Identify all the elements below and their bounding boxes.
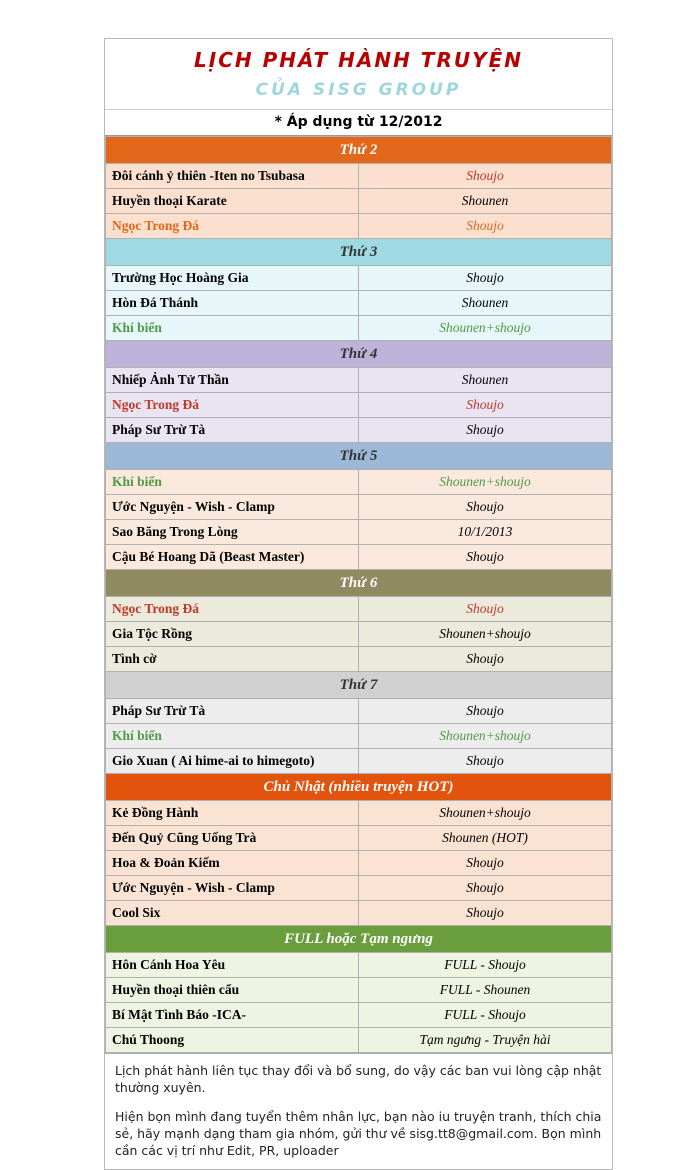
day-header-row [106, 570, 612, 597]
series-genre-cell: Shoujo [359, 647, 612, 672]
series-genre-cell: Shounen+shoujo [359, 316, 612, 341]
day-header-row [106, 926, 612, 953]
series-title-cell: Ngọc Trong Đá [106, 393, 359, 418]
series-genre-cell: Shoujo [359, 393, 612, 418]
series-title-cell: Bí Mật Tình Báo -ICA- [106, 1003, 359, 1028]
table-row [106, 851, 612, 876]
table-row [106, 164, 612, 189]
series-title-cell: Ước Nguyện - Wish - Clamp [106, 495, 359, 520]
series-genre-cell: Tạm ngưng - Truyện hài [359, 1028, 612, 1053]
day-header-label: FULL hoặc Tạm ngưng [106, 926, 612, 953]
series-genre-cell: Shoujo [359, 876, 612, 901]
table-row [106, 495, 612, 520]
series-genre-cell: Shoujo [359, 418, 612, 443]
table-row [106, 470, 612, 495]
series-title-cell: Cậu Bé Hoang Dã (Beast Master) [106, 545, 359, 570]
series-title-cell: Hôn Cánh Hoa Yêu [106, 953, 359, 978]
day-header-label: Thứ 7 [106, 672, 612, 699]
table-row [106, 520, 612, 545]
series-genre-cell: Shounen+shoujo [359, 724, 612, 749]
series-genre-cell: Shoujo [359, 749, 612, 774]
day-header-label: Chủ Nhật (nhiều truyện HOT) [106, 774, 612, 801]
table-row [106, 266, 612, 291]
day-header-label: Thứ 2 [106, 137, 612, 164]
series-genre-cell: FULL - Shounen [359, 978, 612, 1003]
series-genre-cell: Shounen+shoujo [359, 622, 612, 647]
table-row [106, 418, 612, 443]
series-genre-cell: FULL - Shoujo [359, 953, 612, 978]
series-genre-cell: Shounen [359, 189, 612, 214]
day-header-label: Thứ 6 [106, 570, 612, 597]
page-subtitle-group: CỦA SISG GROUP [255, 80, 462, 100]
series-genre-cell: Shoujo [359, 901, 612, 926]
table-row [106, 953, 612, 978]
series-genre-cell: 10/1/2013 [359, 520, 612, 545]
series-title-cell: Tình cờ [106, 647, 359, 672]
series-title-cell: Gio Xuan ( Ai hime-ai to himegoto) [106, 749, 359, 774]
effective-date-note: * Áp dụng từ 12/2012 [105, 110, 612, 136]
day-header-label: Thứ 5 [106, 443, 612, 470]
table-row [106, 545, 612, 570]
series-genre-cell: Shounen (HOT) [359, 826, 612, 851]
series-title-cell: Hoa & Đoản Kiếm [106, 851, 359, 876]
series-genre-cell: Shounen+shoujo [359, 470, 612, 495]
series-genre-cell: Shounen+shoujo [359, 801, 612, 826]
series-title-cell: Chú Thoong [106, 1028, 359, 1053]
series-title-cell: Đôi cánh ỷ thiên -Iten no Tsubasa [106, 164, 359, 189]
table-row [106, 901, 612, 926]
series-title-cell: Khí biển [106, 470, 359, 495]
series-title-cell: Huyền thoại Karate [106, 189, 359, 214]
day-header-label: Thứ 3 [106, 239, 612, 266]
table-row [106, 622, 612, 647]
series-title-cell: Gia Tộc Rồng [106, 622, 359, 647]
series-title-cell: Khí biển [106, 724, 359, 749]
series-title-cell: Đến Quỷ Cũng Uống Trà [106, 826, 359, 851]
series-genre-cell: Shoujo [359, 545, 612, 570]
series-title-cell: Huyền thoại thiên cẩu [106, 978, 359, 1003]
day-header-row [106, 672, 612, 699]
schedule-sheet [104, 38, 613, 1170]
table-row [106, 597, 612, 622]
day-header-row [106, 443, 612, 470]
series-genre-cell: Shoujo [359, 495, 612, 520]
series-genre-cell: Shoujo [359, 699, 612, 724]
series-genre-cell: Shoujo [359, 164, 612, 189]
series-title-cell: Nhiếp Ảnh Tử Thần [106, 368, 359, 393]
table-row [106, 724, 612, 749]
day-header-label: Thứ 4 [106, 341, 612, 368]
series-title-cell: Hòn Đá Thánh [106, 291, 359, 316]
table-row [106, 393, 612, 418]
table-row [106, 214, 612, 239]
note-paragraph: Hiện bọn mình đang tuyển thêm nhân lực, bạn nào iu truyện tranh, thích chia sẻ, hãy mạnh dạng tham gia nhóm, gửi thư về sisg.tt8@gmail.com. Bọn mình cần các vị trí như Edit, PR, uploader [115, 1109, 602, 1158]
series-title-cell: Kẻ Đồng Hành [106, 801, 359, 826]
series-genre-cell: Shounen [359, 368, 612, 393]
table-row [106, 699, 612, 724]
table-row [106, 749, 612, 774]
table-row [106, 1028, 612, 1053]
table-row [106, 978, 612, 1003]
series-genre-cell: Shounen [359, 291, 612, 316]
table-row [106, 826, 612, 851]
table-row [106, 368, 612, 393]
series-genre-cell: Shoujo [359, 597, 612, 622]
series-title-cell: Ước Nguyện - Wish - Clamp [106, 876, 359, 901]
table-row [106, 876, 612, 901]
table-row [106, 316, 612, 341]
schedule-table [105, 136, 612, 1053]
table-row [106, 1003, 612, 1028]
day-header-row [106, 341, 612, 368]
series-title-cell: Sao Băng Trong Lòng [106, 520, 359, 545]
title-block [105, 39, 612, 110]
series-title-cell: Ngọc Trong Đá [106, 597, 359, 622]
series-genre-cell: FULL - Shoujo [359, 1003, 612, 1028]
series-title-cell: Pháp Sư Trừ Tà [106, 418, 359, 443]
series-title-cell: Khí biển [106, 316, 359, 341]
series-genre-cell: Shoujo [359, 266, 612, 291]
table-row [106, 189, 612, 214]
page-title: LỊCH PHÁT HÀNH TRUYỆN [194, 48, 523, 72]
series-title-cell: Ngọc Trong Đá [106, 214, 359, 239]
table-row [106, 801, 612, 826]
table-row [106, 647, 612, 672]
table-row [106, 291, 612, 316]
series-title-cell: Cool Six [106, 901, 359, 926]
day-header-row [106, 137, 612, 164]
series-genre-cell: Shoujo [359, 214, 612, 239]
series-genre-cell: Shoujo [359, 851, 612, 876]
notes-block [105, 1053, 612, 1169]
note-paragraph: Lịch phát hành liên tục thay đổi và bổ sung, do vậy các ban vui lòng cập nhật thường xuyên. [115, 1063, 602, 1095]
series-title-cell: Trường Học Hoàng Gia [106, 266, 359, 291]
day-header-row [106, 774, 612, 801]
day-header-row [106, 239, 612, 266]
series-title-cell: Pháp Sư Trừ Tà [106, 699, 359, 724]
